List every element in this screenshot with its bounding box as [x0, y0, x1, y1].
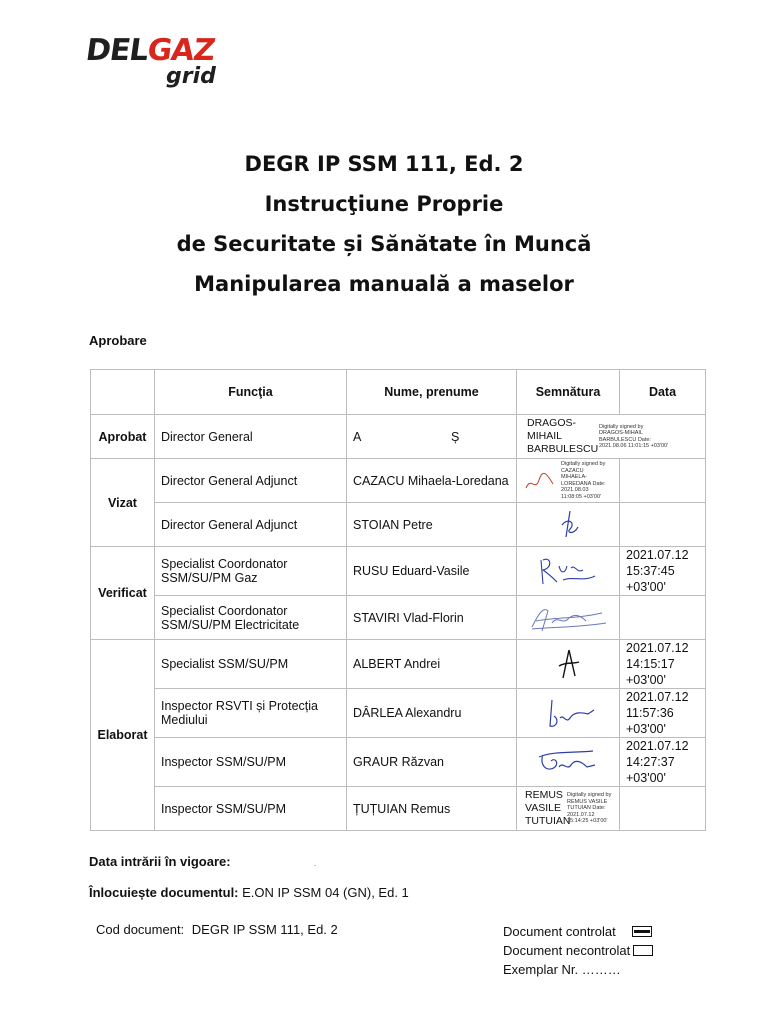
- replaces-value: E.ON IP SSM 04 (GN), Ed. 1: [242, 885, 409, 900]
- row-name: CAZACU Mihaela-Loredana: [347, 459, 517, 503]
- digital-signature: [517, 459, 620, 503]
- signature-graur-icon: [533, 745, 603, 779]
- logo-gaz: GAZ: [145, 33, 217, 68]
- signer-name: REMUS VASILE TUTUIAN: [525, 789, 571, 827]
- group-vizat: Vizat: [91, 459, 155, 547]
- signature-rusu-icon: [533, 552, 603, 590]
- signature-darlea-icon: [538, 694, 598, 732]
- row-name: STOIAN Petre: [347, 503, 517, 547]
- title-line-4: Manipularea manuală a maselor: [194, 272, 574, 296]
- controlled-label: Document controlat: [503, 924, 616, 939]
- title-line-3: de Securitate și Sănătate în Muncă: [176, 232, 592, 256]
- table-header-row: [91, 370, 706, 415]
- row-date: [620, 596, 706, 640]
- row-date: 2021.07.12 14:15:17 +03'00': [620, 640, 706, 689]
- effective-date: [89, 854, 316, 869]
- row-date: 2021.07.12 11:57:36 +03'00': [620, 689, 706, 738]
- title-line-2: Instrucţiune Proprie: [264, 192, 504, 216]
- copy-row: [503, 960, 653, 979]
- handwritten-signature: [517, 547, 620, 596]
- effective-date-label: Data intrării în vigoare:: [89, 854, 231, 869]
- table-row: [91, 503, 706, 547]
- digital-signature: [517, 787, 620, 831]
- table-row: [91, 459, 706, 503]
- row-function: Specialist Coordonator SSM/SU/PM Gaz: [155, 547, 347, 596]
- logo-sub: grid: [166, 64, 216, 89]
- handwritten-signature: [517, 640, 620, 689]
- logo-del: DEL: [83, 33, 151, 68]
- approval-table: [90, 369, 706, 831]
- uncontrolled-row: [503, 941, 653, 960]
- control-status: [503, 922, 653, 979]
- row-date: [620, 459, 706, 503]
- uncontrolled-label: Document necontrolat: [503, 943, 631, 958]
- code-value: DEGR IP SSM 111, Ed. 2: [191, 922, 338, 937]
- row-name: STAVIRI Vlad-Florin: [347, 596, 517, 640]
- header-date: Data: [620, 370, 706, 415]
- document-code: [96, 922, 338, 937]
- uncontrolled-checkbox: [633, 945, 653, 956]
- row-function: Specialist SSM/SU/PM: [155, 640, 347, 689]
- row-function: Director General Adjunct: [155, 503, 347, 547]
- digital-signature: [517, 415, 706, 459]
- header-signature: Semnătura: [517, 370, 620, 415]
- signature-staviri-icon: [526, 601, 610, 635]
- row-date: [620, 787, 706, 831]
- title-line-1: DEGR IP SSM 111, Ed. 2: [244, 152, 524, 176]
- signature-stoian-icon: [548, 507, 588, 543]
- handwritten-signature: [517, 738, 620, 787]
- signer-name: DRAGOS-MIHAIL BARBULESCU: [527, 417, 599, 455]
- row-name: GRAUR Răzvan: [347, 738, 517, 787]
- table-row: [91, 738, 706, 787]
- signature-scribble-icon: [523, 466, 559, 496]
- table-row: [91, 547, 706, 596]
- row-date: 2021.07.12 15:37:45 +03'00': [620, 547, 706, 596]
- signature-meta: Digitally signed by DRAGOS-MIHAIL BARBULESCU Date: 2021.08.06 11:01:15 +03'00': [599, 423, 669, 449]
- table-row: [91, 415, 706, 459]
- group-aprobat: Aprobat: [91, 415, 155, 459]
- row-name: RUSU Eduard-Vasile: [347, 547, 517, 596]
- replaces-label: Înlocuiește documentul:: [89, 885, 239, 900]
- row-function: Inspector SSM/SU/PM: [155, 738, 347, 787]
- logo-wordmark: [84, 34, 217, 68]
- replaces-document: [89, 885, 409, 900]
- table-row: [91, 596, 706, 640]
- table-row: [91, 689, 706, 738]
- row-name: ȚUȚUIAN Remus: [347, 787, 517, 831]
- handwritten-signature: [517, 596, 620, 640]
- header-function: Funcţia: [155, 370, 347, 415]
- row-function: Specialist Coordonator SSM/SU/PM Electricitate: [155, 596, 347, 640]
- row-function: Inspector SSM/SU/PM: [155, 787, 347, 831]
- table-row: [91, 787, 706, 831]
- row-function: Inspector RSVTI și Protecția Mediului: [155, 689, 347, 738]
- code-label: Cod document:: [96, 922, 185, 937]
- header-empty: [91, 370, 155, 415]
- row-function: Director General: [155, 415, 347, 459]
- row-function: Director General Adjunct: [155, 459, 347, 503]
- row-date: 2021.07.12 14:27:37 +03'00': [620, 738, 706, 787]
- row-name: DÂRLEA Alexandru: [347, 689, 517, 738]
- effective-date-value: .: [314, 862, 316, 868]
- row-date: [620, 503, 706, 547]
- copy-number: Exemplar Nr. ………: [503, 962, 621, 977]
- table-row: [91, 640, 706, 689]
- signature-meta: Digitally signed by REMUS VASILE TUTUIAN Date: 2021.07.12 15:14:25 +03'00': [567, 792, 612, 825]
- company-logo: [83, 33, 226, 94]
- handwritten-signature: [517, 689, 620, 738]
- handwritten-signature: [517, 503, 620, 547]
- signature-albert-icon: [553, 646, 583, 682]
- controlled-checkbox: [632, 926, 652, 937]
- document-title: [0, 144, 768, 304]
- row-name: ALBERT Andrei: [347, 640, 517, 689]
- header-name: Nume, prenume: [347, 370, 517, 415]
- controlled-row: [503, 922, 653, 941]
- group-verificat: Verificat: [91, 547, 155, 640]
- approval-label: Aprobare: [89, 333, 147, 348]
- signature-meta: Digitally signed by CAZACU MIHAELA-LOREDANA Date: 2021.08.03 11:08:05 +03'00': [561, 461, 606, 500]
- row-name: A Ș: [347, 415, 517, 459]
- group-elaborat: Elaborat: [91, 640, 155, 831]
